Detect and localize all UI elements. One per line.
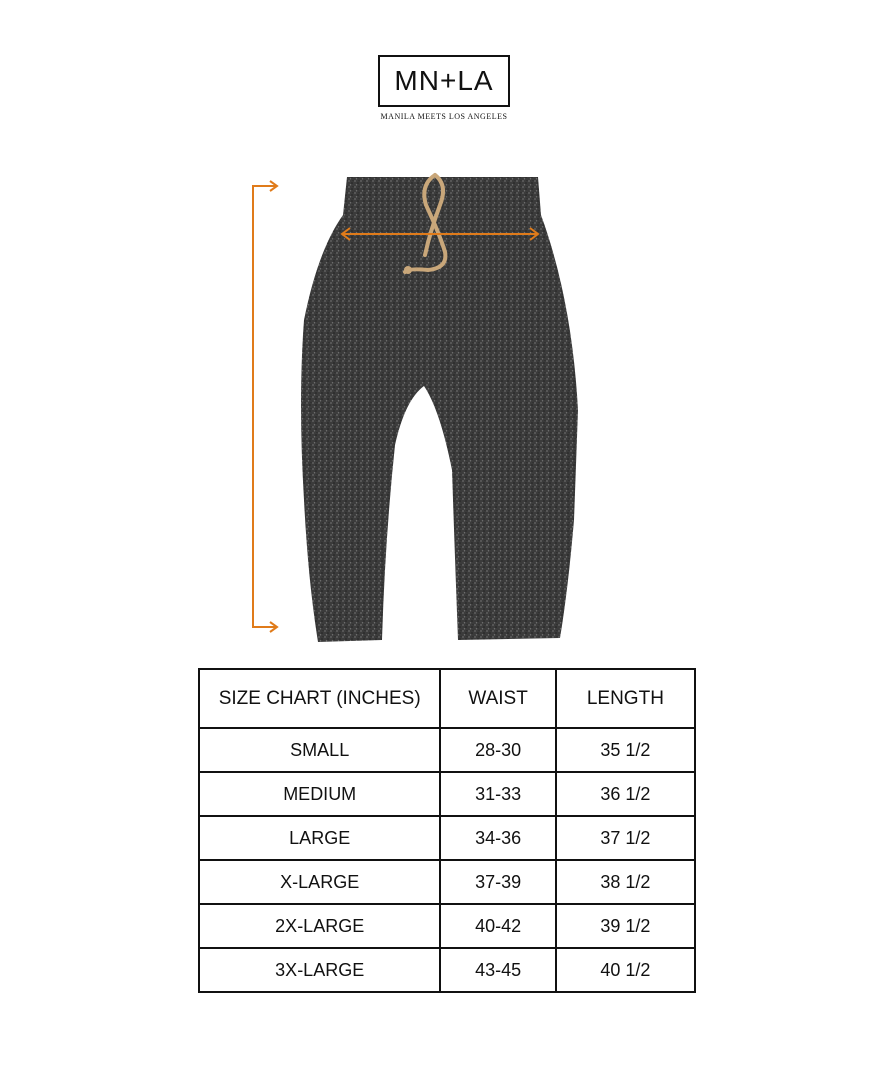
waist-cell: 40-42 (440, 904, 555, 948)
size-cell: X-LARGE (280, 871, 360, 892)
table-row (199, 772, 695, 816)
table-row (199, 728, 695, 772)
length-cell: 37 1/2 (556, 816, 695, 860)
table-row (199, 948, 695, 992)
waist-cell: 43-45 (440, 948, 555, 992)
length-cell: 36 1/2 (556, 772, 695, 816)
size-cell: 3X-LARGE (275, 959, 365, 980)
waist-cell: 37-39 (440, 860, 555, 904)
waist-cell: 28-30 (440, 728, 555, 772)
length-measure-bracket (253, 186, 277, 627)
length-cell: 39 1/2 (556, 904, 695, 948)
header-waist: WAIST (440, 669, 555, 728)
table-header-row (199, 669, 695, 728)
size-cell: SMALL (290, 739, 350, 760)
waist-cell: 34-36 (440, 816, 555, 860)
length-cell: 40 1/2 (556, 948, 695, 992)
size-cell: MEDIUM (283, 783, 357, 804)
size-cell: LARGE (289, 827, 351, 848)
header-size-chart: SIZE CHART (INCHES) (218, 687, 421, 709)
pants-silhouette (301, 177, 578, 642)
length-cell: 35 1/2 (556, 728, 695, 772)
table-row (199, 904, 695, 948)
waist-cell: 31-33 (440, 772, 555, 816)
header-length: LENGTH (556, 669, 695, 728)
brand-tagline: MANILA MEETS LOS ANGELES (380, 112, 508, 121)
size-cell: 2X-LARGE (275, 915, 365, 936)
table-row (199, 860, 695, 904)
size-chart-table (198, 668, 696, 993)
table-row (199, 816, 695, 860)
length-cell: 38 1/2 (556, 860, 695, 904)
brand-logo-text: MN+LA (394, 65, 494, 96)
